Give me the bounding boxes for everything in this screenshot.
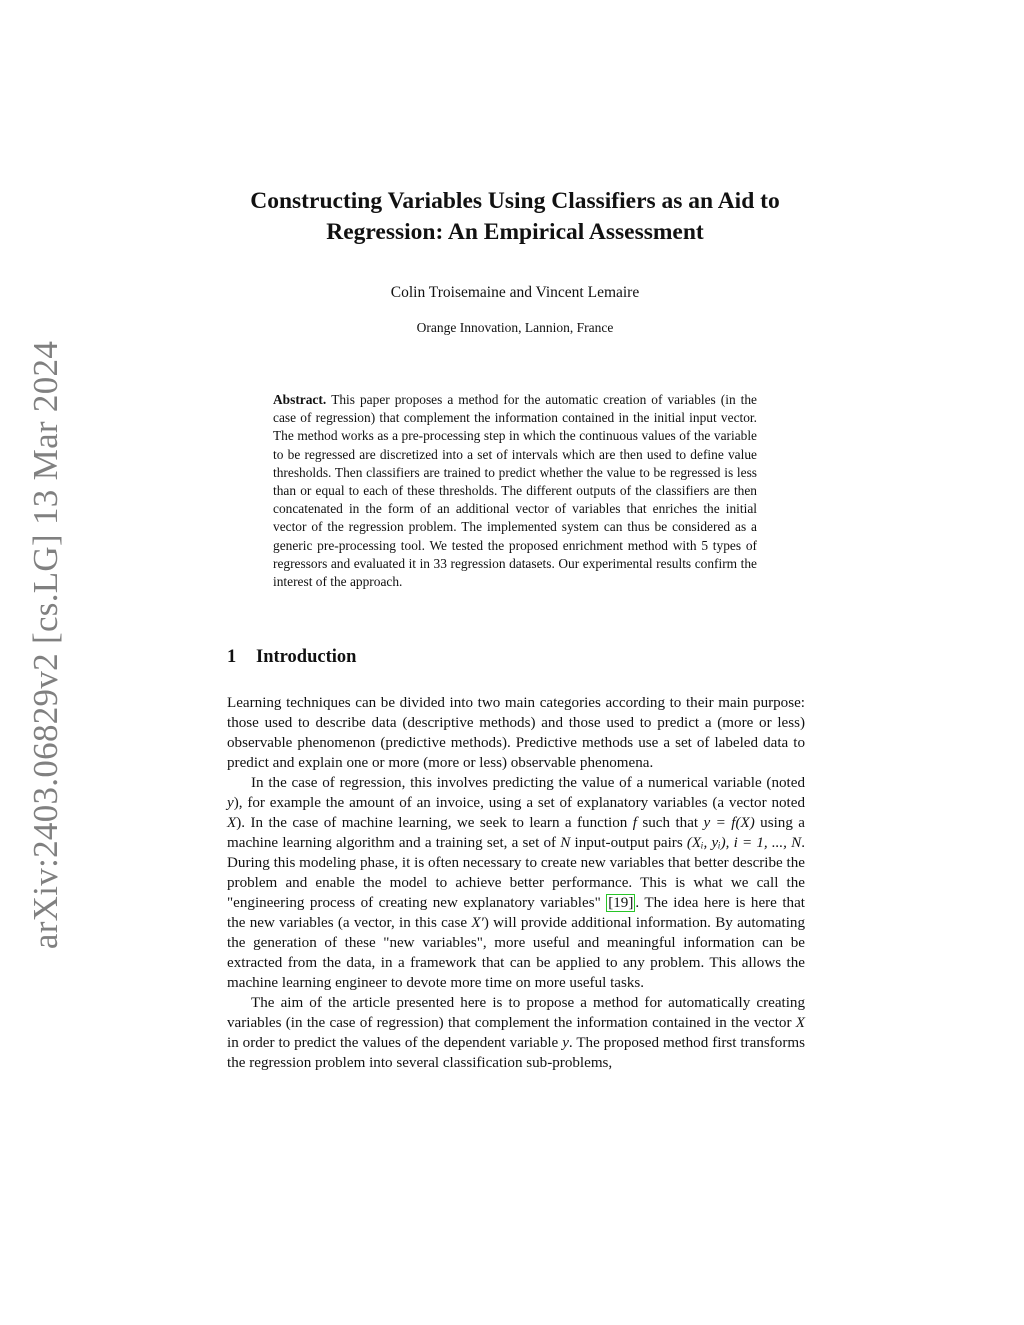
section-heading-introduction (227, 647, 356, 668)
math-y: y (562, 1035, 569, 1051)
section-number: 1 (227, 647, 237, 667)
title-line-1: Constructing Variables Using Classifiers as an Aid to (250, 188, 780, 214)
paragraph-1: Learning techniques can be divided into two main categories according to their main purpose: those used to describe data (descriptive methods) and those used to predict a (more or less) observable phenomenon (predictive methods). Predictive methods use a set of labeled data to predict and explain one or more (more or less) observable phenomena. (227, 695, 805, 771)
title-line-2: Regression: An Empirical Assessment (326, 219, 704, 245)
math-y: y (227, 795, 234, 811)
citation-link[interactable]: [19] (608, 895, 634, 911)
math-X: X (227, 815, 237, 831)
paper-title (210, 186, 820, 248)
paragraph-3: The aim of the article presented here is to propose a method for automatically creating variables (in the case of regression) that complement the information contained in the vector X in order to predict the values of the dependent variable y. The proposed method first transforms the regression problem into several classification sub-problems, (227, 995, 805, 1071)
introduction-body (227, 693, 805, 1073)
math-pairs: (Xᵢ, yᵢ), i = 1, ..., N (686, 835, 802, 851)
math-equation: y = f(X) (703, 815, 755, 831)
math-N: N (560, 835, 571, 851)
math-f: f (632, 815, 637, 831)
section-title: Introduction (256, 647, 357, 667)
abstract (273, 391, 757, 591)
paragraph-2: In the case of regression, this involves predicting the value of a numerical variable (noted y), for example the amount of an invoice, using a set of explanatory variables (a vector noted X). In the case of machine learning, we seek to learn a function f such that y = f(X) using a machine learning algorithm and a training set, a set of N input-output pairs (Xᵢ, yᵢ), i = 1, ..., N. During this modeling phase, it is often necessary to create new variables that better describe the problem and enable the model to achieve better performance. This is what we call the "engineering process of creating new explanatory variables" [19] . The idea here is here that the new variables (a vector, in this case X′) will provide additional information. By automating the generation of these "new variables", more useful and meaningful information can be extracted from the data, in a framework that can be applied to any problem. This allows the machine learning engineer to devote more time on more useful tasks. (227, 775, 806, 991)
arxiv-side-stamp: arXiv:2403.06829v2 [cs.LG] 13 Mar 2024 (26, 340, 65, 950)
abstract-label: Abstract. (273, 392, 327, 407)
math-X: X (795, 1015, 805, 1031)
math-X-prime: X′ (471, 915, 484, 931)
affiliation: Orange Innovation, Lannion, France (416, 320, 614, 335)
authors: Colin Troisemaine and Vincent Lemaire (390, 284, 640, 301)
abstract-text: This paper proposes a method for the automatic creation of variables (in the case of regression) that complement the information contained in the initial input vector. The method works as a pre-processing step in which the continuous values of the variable to be regressed are discretized into a set of intervals which are then used to define value thresholds. Then classifiers are trained to predict whether the value to be regressed is less than or equal to each of these thresholds. The different outputs of the classifiers are then concatenated in the form of an additional vector of variables that enriches the initial vector of the regression problem. The implemented system can thus be considered as a generic pre-processing tool. We tested the proposed enrichment method with 5 types of regressors and evaluated it in 33 regression datasets. Our experimental results confirm the interest of the approach. (273, 392, 757, 590)
